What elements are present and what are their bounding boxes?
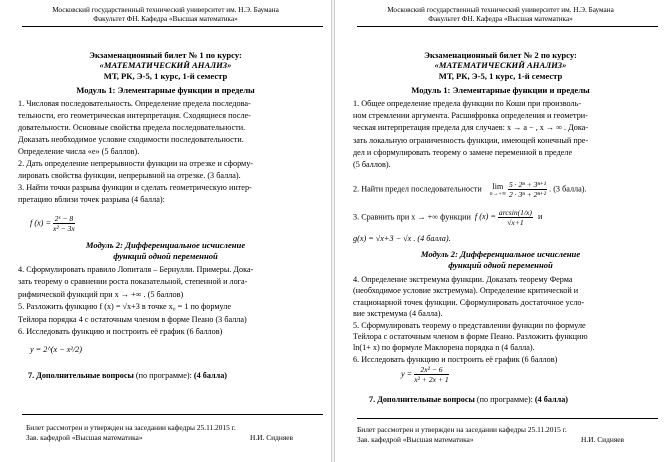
- formula-fraction: [414, 365, 448, 384]
- department-head-label: Зав. кафедрой «Высшая математика»: [26, 433, 143, 442]
- module-1-heading: Модуль 1: Элементарные функции и пределы: [76, 85, 255, 95]
- text-line: 2. Дать определение непрерывности функции на отрезке и сформу-: [18, 159, 254, 168]
- extra-questions-note: (по программе):: [133, 371, 194, 380]
- text-line: зать локальную ограниченность функции, имеющей конечный пре-: [353, 135, 589, 145]
- limit-numerator: 5 · 2ⁿ + 3ⁿ⁺¹: [508, 180, 547, 189]
- department-head-name: Н.И. Сидняев: [250, 433, 293, 442]
- task-3-denominator: √x+1: [507, 218, 524, 227]
- text-line: дел и сформулировать теорему о замене переменной в пределе: [353, 147, 573, 157]
- limit-denominator: 2 · 3ⁿ + 2ⁿ⁺²: [508, 190, 547, 199]
- approval-note: Билет рассмотрен и утвержден на заседании кафедры 25.11.2015 г.: [357, 425, 567, 434]
- task-6-formula: [401, 365, 449, 384]
- extra-questions: [28, 371, 227, 381]
- text-line: лировать свойства функции, непрерывной на отрезке. (3 балла).: [18, 171, 241, 180]
- text-line: ln(1+ x) по формуле Маклорена порядка n (4 балла).: [353, 343, 535, 353]
- extra-questions: [369, 395, 568, 405]
- text-line: стационарной точек функции. Сформулировать достаточное усло-: [353, 297, 585, 307]
- ticket-2-page: [335, 0, 666, 462]
- task-2: [353, 180, 587, 199]
- faculty-header: Факультет ФН. Кафедра «Высшая математика»: [428, 15, 573, 23]
- faculty-header: Факультет ФН. Кафедра «Высшая математика»: [93, 15, 238, 23]
- text-line: претацию вблизи точек разрыва (4 балла):: [18, 195, 165, 204]
- formula-lhs: y =: [401, 369, 413, 379]
- text-line: 1. Числовая последовательность. Определение предела последова-: [18, 99, 251, 108]
- ticket-title: Экзаменационный билет № 1 по курсу:: [89, 50, 242, 60]
- approval-note: Билет рассмотрен и утвержден на заседании кафедры 25.11.2015 г.: [26, 423, 236, 432]
- ticket-title: Экзаменационный билет № 2 по курсу:: [424, 50, 577, 60]
- task-2-points: . (3 балла).: [549, 184, 587, 194]
- formula-lhs: f (x) =: [30, 218, 51, 228]
- text-line: 4. Сформулировать правило Лопиталя – Бернулли. Примеры. Дока-: [18, 265, 254, 274]
- module-2-subheading: функций одной переменной: [448, 260, 553, 270]
- header-rule: [357, 26, 658, 27]
- task-3-fraction: [498, 208, 533, 227]
- formula-denominator: x² + 2x + 1: [414, 375, 449, 384]
- text-line: (необходимое условие экстремума). Определение критической и: [353, 286, 579, 296]
- university-header: Московский государственный технический университет им. Н.Э. Баумана: [387, 6, 614, 14]
- extra-questions-label: 7. Дополнительные вопросы: [28, 371, 134, 380]
- limit-label: lim: [492, 182, 504, 191]
- extra-questions-points: (4 балла): [534, 395, 569, 404]
- text-line: довательности. Основные свойства предела последовательности.: [18, 123, 246, 132]
- text-line: (5 баллов).: [353, 160, 391, 169]
- formula-denominator: x² − 3x: [53, 224, 75, 233]
- footer-rule: [22, 414, 323, 415]
- course-groups: МТ, РК, Э-5, 1 курс, 1-й семестр: [103, 71, 228, 81]
- course-name: «МАТЕМАТИЧЕСКИЙ АНАЛИЗ»: [434, 60, 567, 70]
- extra-questions-label: 7. Дополнительные вопросы: [369, 395, 475, 404]
- text-line: ном стремлении аргумента. Расшифровка определения и геометри-: [353, 111, 588, 121]
- task-3-formula: [30, 214, 75, 233]
- text-line: Тейлора порядка 4 с остаточным членом в форме Пеано (3 балла): [18, 314, 247, 324]
- text-line: 1. Общее определение предела функции по Коши при произволь-: [353, 99, 582, 108]
- department-head-name: Н.И. Сидняев: [581, 435, 624, 444]
- text-line: зать теорему о сравнении роста показательной, степенной и лога-: [18, 277, 248, 287]
- task-3-text: 3. Сравнить при x → +∞ функции: [353, 212, 471, 222]
- text-line: 5. Разложить функцию f (x) = √x+3 в точке x₀ = 1 по формуле: [18, 302, 232, 312]
- text-line: Доказать необходимое условие сходимости последовательности.: [18, 135, 244, 144]
- department-head-label: Зав. кафедрой «Высшая математика»: [357, 435, 474, 444]
- text-line: вие экстремума (4 балла).: [353, 309, 443, 319]
- limit-subscript: n→+∞: [489, 191, 506, 197]
- task-3-g: g(x) = √x+3 − √x . (4 балла).: [353, 234, 451, 243]
- formula-numerator: 2ˣ − 8: [54, 214, 74, 223]
- course-groups: МТ, РК, Э-5, 1 курс, 1-й семестр: [438, 71, 563, 81]
- module-2-heading: Модуль 2: Дифференциальное исчисление: [420, 249, 581, 259]
- extra-questions-points: (4 балла): [193, 371, 228, 380]
- text-line: 6. Исследовать функцию и построить её график (6 баллов): [353, 354, 558, 364]
- module-1-heading: Модуль 1: Элементарные функции и пределы: [411, 85, 590, 95]
- module-2-subheading: функций одной переменной: [113, 251, 218, 261]
- footer-rule: [357, 418, 658, 419]
- ticket-1-page: [0, 0, 331, 462]
- text-line: 4. Определение экстремума функции. Доказать теорему Ферма: [353, 275, 573, 284]
- module-2-heading: Модуль 2: Дифференциальное исчисление: [85, 240, 246, 250]
- text-line: рифмической функций при x → +∞ . (5 баллов): [18, 289, 184, 299]
- course-name: «МАТЕМАТИЧЕСКИЙ АНАЛИЗ»: [99, 60, 232, 70]
- text-line: Определение числа «е» (5 баллов).: [18, 147, 140, 156]
- task-3: [353, 208, 542, 227]
- task-2-text: 2. Найти предел последовательности: [353, 184, 482, 194]
- header-rule: [22, 26, 323, 27]
- formula-numerator: 2x² − 6: [414, 365, 448, 375]
- task-3-f-label: f (x) =: [474, 212, 496, 222]
- text-line: тельности, его геометрическая интерпретация. Сходящиеся после-: [18, 111, 251, 120]
- university-header: Московский государственный технический университет им. Н.Э. Баумана: [52, 6, 279, 14]
- text-line: ческая интерпретация предела для случаев: x → a − , x → ∞ . Дока-: [353, 123, 589, 133]
- limit-fraction: [508, 180, 547, 199]
- task-3-numerator: arcsin(1/x): [498, 208, 532, 217]
- text-line: 6. Исследовать функцию и построить её график (6 баллов): [18, 327, 223, 336]
- text-line: 3. Найти точки разрыва функции и сделать геометрическую интер-: [18, 183, 252, 192]
- task-6-formula: y = 2^(x − x²/2): [30, 345, 82, 354]
- limit-operator: [490, 182, 506, 197]
- text-line: 5. Сформулировать теорему о представлении функции по формуле: [353, 320, 586, 330]
- extra-questions-note: (по программе):: [474, 395, 535, 404]
- text-line: Тейлора с остаточным членом в форме Пеано. Разложить функцию: [353, 332, 588, 341]
- formula-fraction: [53, 214, 75, 233]
- task-3-conjunction: и: [538, 212, 543, 222]
